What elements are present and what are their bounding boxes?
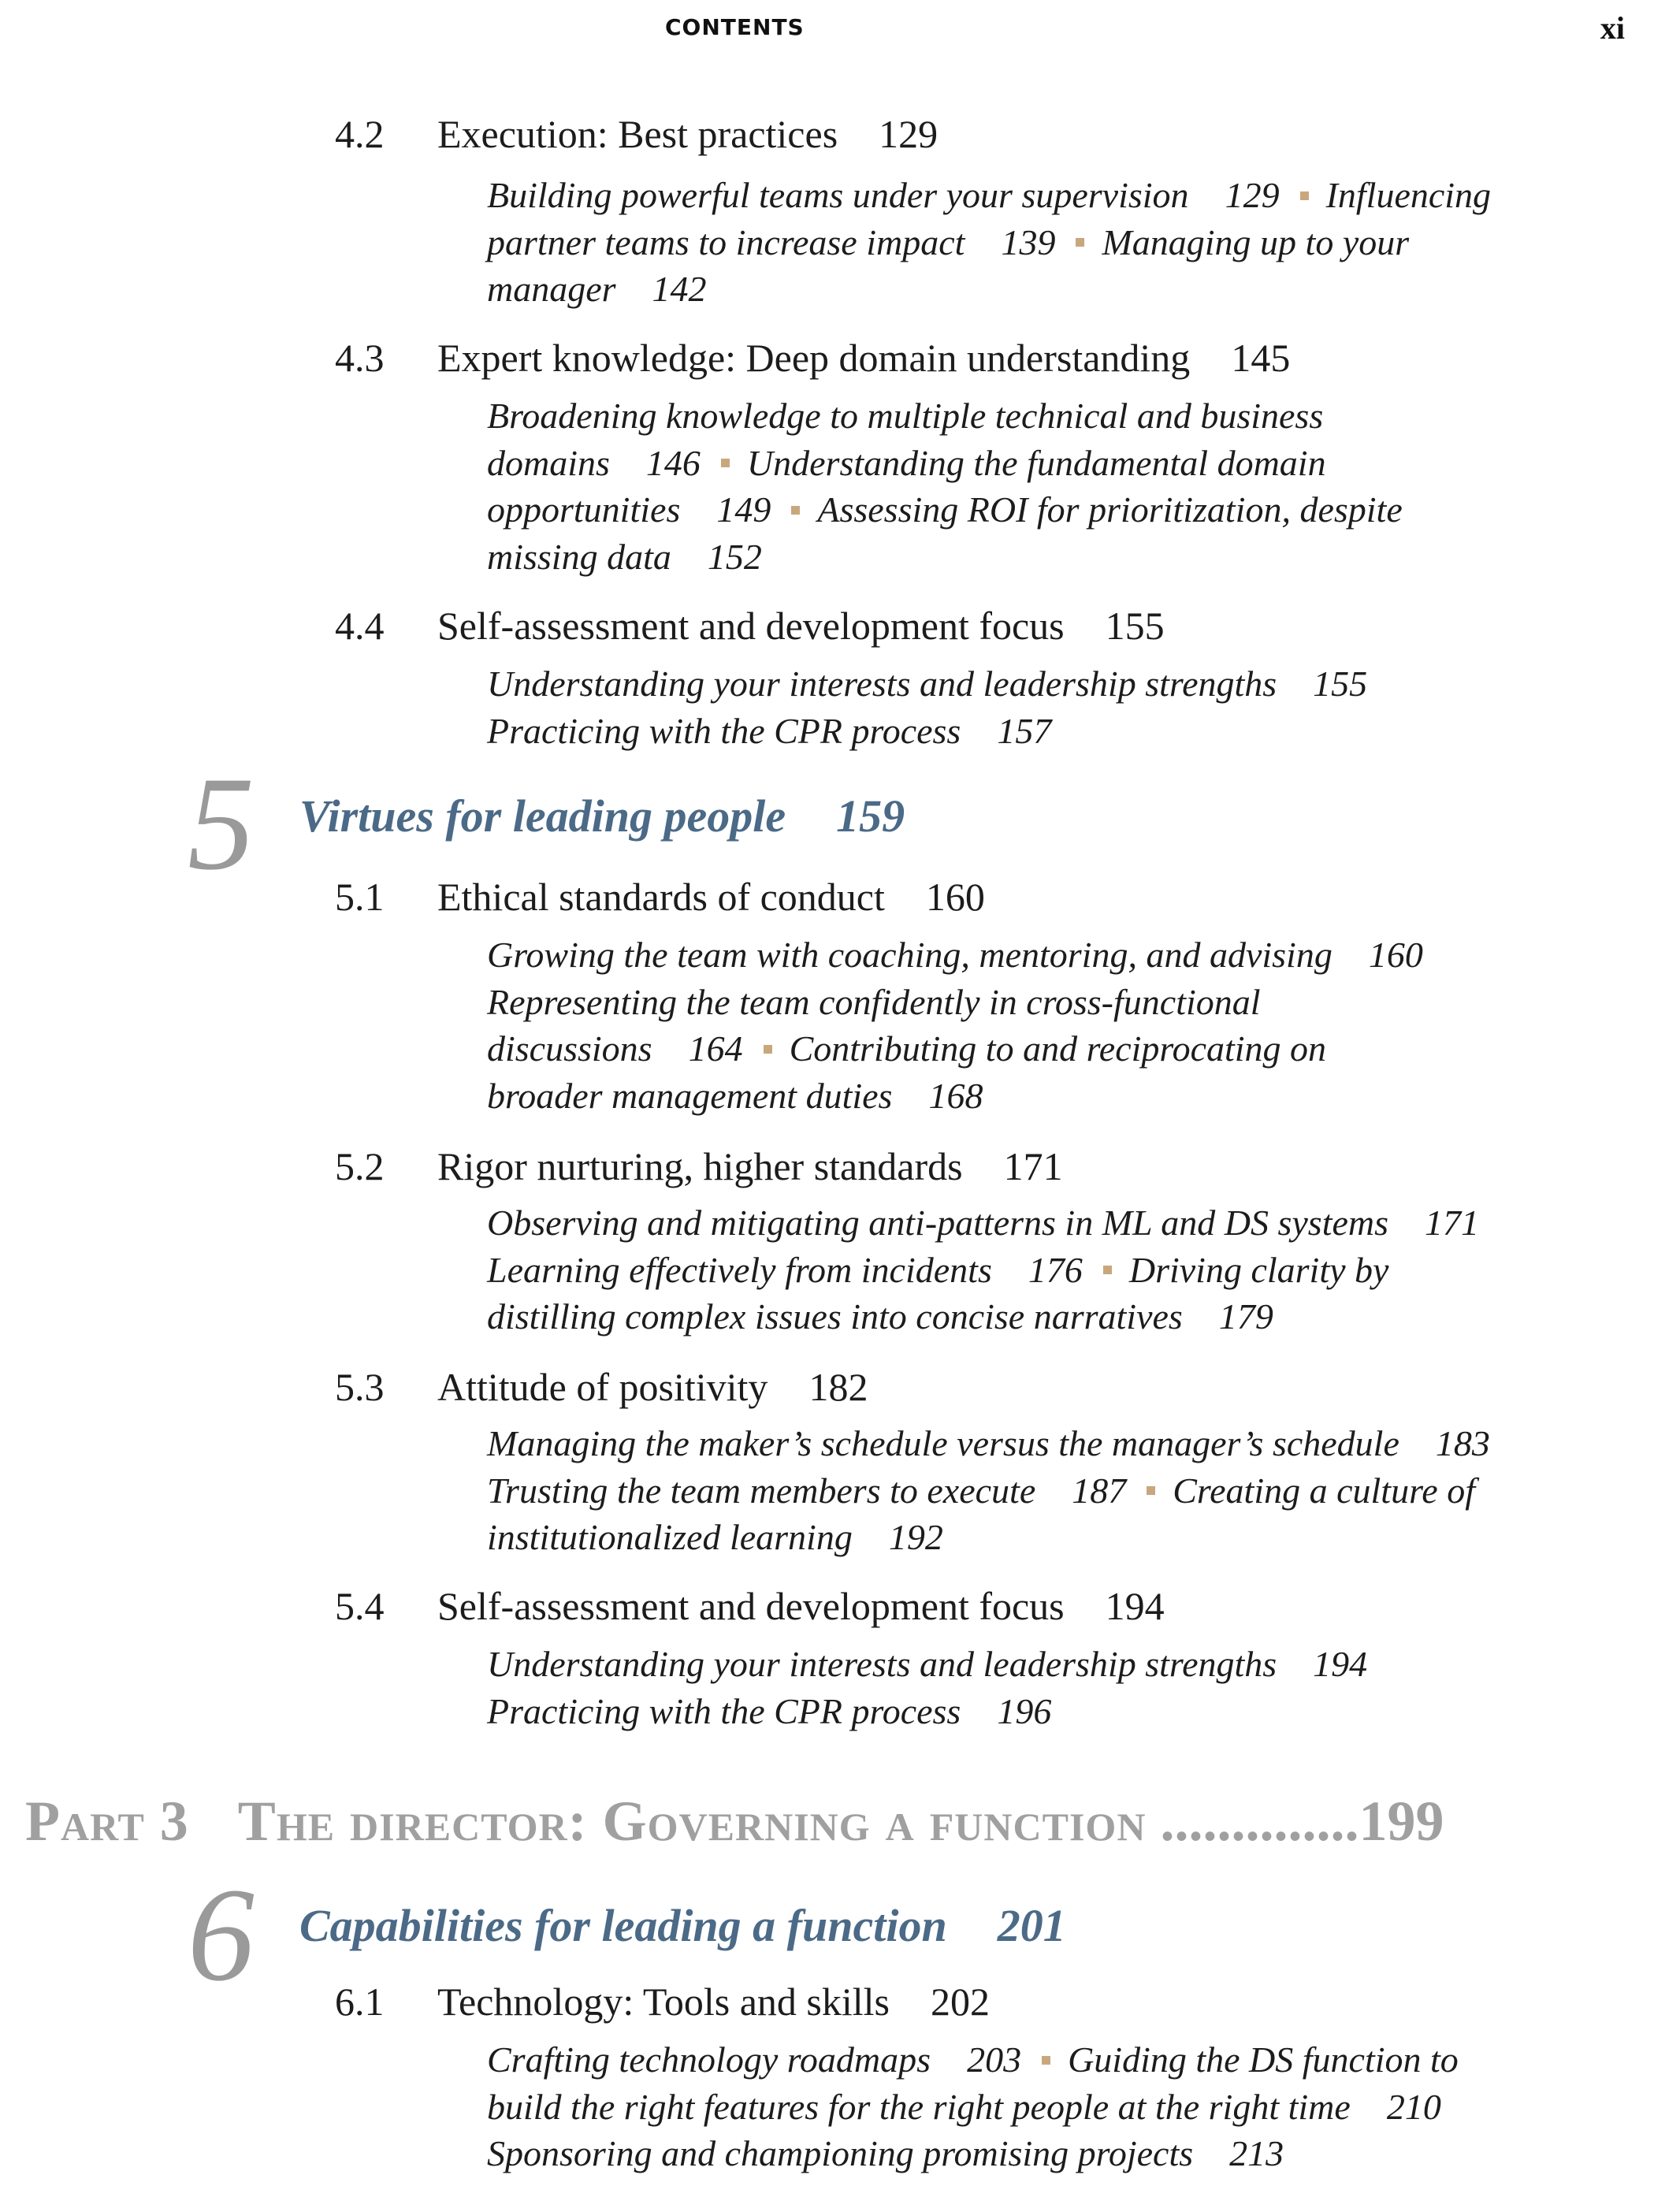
subsection-text[interactable]: Sponsoring and championing promising projects <box>487 2133 1194 2173</box>
subsection-list <box>487 2036 1606 2177</box>
section-page: 160 <box>925 875 985 919</box>
section-title: Rigor nurturing, higher standards <box>437 1144 963 1188</box>
section-title-wrap <box>437 334 1290 381</box>
bullet-separator-icon <box>791 506 800 515</box>
subsection-line <box>487 1025 1606 1073</box>
subsection-line <box>487 392 1606 440</box>
page-numeral: xi <box>1600 10 1625 46</box>
bullet-separator-icon <box>1147 1486 1155 1495</box>
subsection-line <box>487 979 1606 1026</box>
section-title-wrap <box>437 873 985 920</box>
subsection-text[interactable]: institutionalized learning <box>487 1517 853 1557</box>
subsection-line <box>487 1247 1606 1294</box>
part-leader-dots: .............. <box>1160 1790 1359 1853</box>
bullet-separator-icon <box>764 1045 772 1054</box>
subsection-text[interactable]: Managing up to your <box>1102 221 1410 262</box>
part-3-entry[interactable] <box>25 1786 1444 1857</box>
subsection-text[interactable]: Observing and mitigating anti-patterns in ML and DS systems <box>487 1203 1389 1243</box>
subsection-line <box>487 172 1606 219</box>
subsection-text[interactable]: Trusting the team members to execute <box>487 1470 1036 1511</box>
subsection-text[interactable]: Crafting technology roadmaps <box>487 2039 931 2080</box>
subsection-text[interactable]: Understanding your interests and leadership strengths <box>487 1644 1277 1684</box>
section-page: 129 <box>879 112 938 156</box>
subsection-page: 179 <box>1218 1296 1273 1337</box>
subsection-line <box>487 1199 1606 1247</box>
subsection-text[interactable]: Representing the team confidently in cross-functional <box>487 981 1261 1022</box>
section-title: Execution: Best practices <box>437 112 838 156</box>
section-number: 6.1 <box>335 1980 385 2024</box>
subsection-text[interactable]: discussions <box>487 1028 652 1069</box>
subsection-text[interactable]: Assessing ROI for prioritization, despite <box>817 489 1403 530</box>
chapter-page: 201 <box>997 1900 1066 1951</box>
section-page: 194 <box>1105 1584 1165 1628</box>
subsection-text[interactable]: Driving clarity by <box>1128 1249 1389 1290</box>
section-title: Self-assessment and development focus <box>437 1584 1065 1628</box>
subsection-text[interactable]: opportunities <box>487 489 681 530</box>
subsection-line <box>487 1073 1606 1120</box>
subsection-list <box>487 1420 1606 1561</box>
subsection-text[interactable]: domains <box>487 442 610 483</box>
subsection-text[interactable]: distilling complex issues into concise narratives <box>487 1296 1183 1337</box>
subsection-list <box>487 931 1606 1119</box>
subsection-text[interactable]: Learning effectively from incidents <box>487 1249 992 1290</box>
subsection-list <box>487 392 1606 580</box>
subsection-line <box>487 266 1606 313</box>
subsection-line <box>487 1467 1606 1515</box>
subsection-line <box>487 1688 1606 1735</box>
section-number: 5.1 <box>335 875 385 919</box>
subsection-line <box>487 1293 1606 1340</box>
chapter-number-6: 6 <box>188 1861 255 2009</box>
subsection-line <box>487 219 1606 266</box>
subsection-text[interactable]: partner teams to increase impact <box>487 221 965 262</box>
section-title-wrap <box>437 1978 990 2025</box>
subsection-list <box>487 1641 1606 1734</box>
subsection-text[interactable]: Broadening knowledge to multiple technical and business <box>487 396 1324 436</box>
chapter-number-5: 5 <box>188 749 255 898</box>
subsection-page: 155 <box>1313 664 1368 704</box>
section-number: 4.2 <box>335 112 385 156</box>
subsection-text[interactable]: Influencing <box>1325 175 1492 215</box>
subsection-page: 157 <box>997 710 1052 751</box>
subsection-page: 149 <box>716 489 771 530</box>
bullet-separator-icon <box>1103 1266 1112 1274</box>
section-number: 4.3 <box>335 336 385 380</box>
part-page: 199 <box>1358 1790 1444 1853</box>
subsection-page: 176 <box>1028 1249 1083 1290</box>
subsection-text[interactable]: Building powerful teams under your supervision <box>487 175 1189 215</box>
subsection-text[interactable]: Growing the team with coaching, mentoring, and advising <box>487 935 1332 975</box>
subsection-page: 146 <box>645 442 701 483</box>
chapter-page: 159 <box>836 790 905 842</box>
section-page: 155 <box>1105 604 1165 648</box>
section-title: Self-assessment and development focus <box>437 604 1065 648</box>
subsection-page: 196 <box>997 1690 1052 1731</box>
subsection-page: 168 <box>928 1075 983 1116</box>
section-page: 202 <box>931 1980 990 2024</box>
section-title: Expert knowledge: Deep domain understanding <box>437 336 1191 380</box>
section-title: Ethical standards of conduct <box>437 875 885 919</box>
bullet-separator-icon <box>1042 2056 1050 2065</box>
subsection-list <box>487 660 1606 754</box>
subsection-line <box>487 486 1606 533</box>
section-title-wrap <box>437 1363 868 1411</box>
subsection-list <box>487 172 1606 313</box>
subsection-page: 164 <box>688 1028 743 1069</box>
bullet-separator-icon <box>1300 191 1309 200</box>
subsection-page: 194 <box>1313 1644 1368 1684</box>
section-number: 5.2 <box>335 1144 385 1188</box>
subsection-text[interactable]: build the right features for the right people at the right time <box>487 2086 1351 2127</box>
subsection-page: 142 <box>652 269 707 309</box>
subsection-text[interactable]: Understanding your interests and leadership strengths <box>487 664 1277 704</box>
subsection-page: 203 <box>967 2039 1022 2080</box>
subsection-line <box>487 1420 1606 1467</box>
running-header: CONTENTS <box>665 14 805 40</box>
subsection-page: 160 <box>1368 935 1423 975</box>
section-title-wrap <box>437 1143 1063 1190</box>
chapter-title: Virtues for leading people <box>299 790 786 842</box>
section-page: 171 <box>1003 1144 1063 1188</box>
subsection-text[interactable]: Contributing to and reciprocating on <box>789 1028 1327 1069</box>
subsection-page: 213 <box>1229 2133 1284 2173</box>
subsection-page: 187 <box>1072 1470 1127 1511</box>
subsection-line <box>487 2036 1606 2084</box>
subsection-text[interactable]: Guiding the DS function to <box>1068 2039 1459 2080</box>
section-number: 5.4 <box>335 1584 385 1628</box>
section-title-wrap <box>437 602 1165 649</box>
section-title-wrap <box>437 1582 1165 1630</box>
chapter-title: Capabilities for leading a function <box>299 1900 947 1951</box>
subsection-page: 129 <box>1225 175 1280 215</box>
section-title: Technology: Tools and skills <box>437 1980 890 2024</box>
chapter-6-entry[interactable] <box>299 1899 1066 1952</box>
subsection-line <box>487 660 1606 708</box>
section-number: 4.4 <box>335 604 385 648</box>
subsection-line <box>487 1641 1606 1688</box>
section-page: 182 <box>808 1365 868 1409</box>
bullet-separator-icon <box>1076 238 1084 247</box>
subsection-page: 192 <box>888 1517 943 1557</box>
subsection-page: 171 <box>1425 1203 1480 1243</box>
section-title-wrap <box>437 110 938 158</box>
chapter-5-entry[interactable] <box>299 790 905 842</box>
subsection-page: 183 <box>1435 1423 1490 1463</box>
subsection-page: 152 <box>707 536 762 577</box>
subsection-text[interactable]: Managing the maker’s schedule versus the manager’s schedule <box>487 1423 1399 1463</box>
subsection-line <box>487 440 1606 487</box>
subsection-line <box>487 1514 1606 1561</box>
subsection-page: 210 <box>1386 2086 1441 2127</box>
subsection-list <box>487 1199 1606 1340</box>
subsection-line <box>487 708 1606 755</box>
part-title: The director: Governing a function <box>237 1790 1147 1853</box>
subsection-line <box>487 2130 1606 2177</box>
subsection-text[interactable]: Creating a culture of <box>1173 1470 1475 1511</box>
subsection-line <box>487 533 1606 581</box>
subsection-text[interactable]: Practicing with the CPR process <box>487 1690 961 1731</box>
subsection-page: 139 <box>1001 221 1056 262</box>
section-page: 145 <box>1231 336 1291 380</box>
subsection-text[interactable]: manager <box>487 269 616 309</box>
bullet-separator-icon <box>721 459 730 467</box>
subsection-line <box>487 931 1606 979</box>
subsection-text[interactable]: broader management duties <box>487 1075 893 1116</box>
subsection-text[interactable]: missing data <box>487 536 671 577</box>
subsection-text[interactable]: Understanding the fundamental domain <box>746 442 1326 483</box>
section-number: 5.3 <box>335 1365 385 1409</box>
part-label: Part 3 <box>25 1790 189 1853</box>
subsection-text[interactable]: Practicing with the CPR process <box>487 710 961 751</box>
section-title: Attitude of positivity <box>437 1365 768 1409</box>
subsection-line <box>487 2084 1606 2131</box>
